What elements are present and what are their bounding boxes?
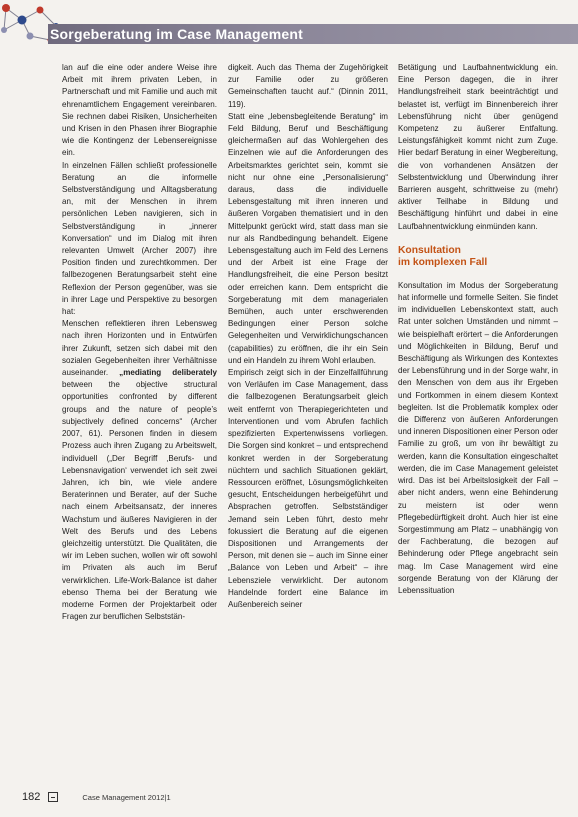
paragraph: In einzelnen Fällen schließt professionelle Beratung an die informelle Selbstverständigung und Alltagsberatung an, mit der Menschen in ihrem persönlichen Leben navigieren, sich in Selbstverständigung in „innerer Konversation“ und im Dialog mit ihren relevanten Umwelt (Archer 2007) ihre Position finden und zurechtkommen. Der fallbezogenen Beratungsarbeit steht eine Reflexion der Person gegenüber, was sie in ihrer Lage und Perspektive zu besorgen hat: (62, 160, 217, 317)
paragraph: digkeit. Auch das Thema der Zugehörigkeit zur Familie oder zu größeren Gemeinschaften taucht auf.“ (Dinnin 2011, 119). (228, 63, 388, 109)
page-title: Sorgeberatung im Case Management (50, 26, 304, 42)
paragraph (62, 318, 217, 623)
footer (22, 790, 171, 804)
text-column-1 (62, 62, 217, 780)
section-heading (398, 245, 558, 270)
paragraph-lead: Menschen reflektieren ihren Lebensweg nach ihren Horizonten und in Entwürfen ihrer Zukunft, setzen sich dabei mit den sozialen Gegebenheiten ihrer Verhältnisse auseinander. (62, 319, 217, 378)
section-heading-line-1: Konsultation (398, 244, 461, 256)
paragraph-rest: between the objective structural opportunities confronted by different groups and the nature of people’s subjectively defined concerns“ (Archer 2007, 61). Personen finden in diesem Prozess auch ihren Zugang zu Arbeitswelt, individuell („Der Begriff ‚Berufs- und Lebensnavigation‘ verwendet ich seit zwei Jahren, ich bin, wie viele andere Beraterinnen und Berater, auf der Suche nach einem Arbeitsansatz, der inneres Wachstum und äußeres Navigieren in der Welt des Berufs und des Lebens gleichzeitig unterstützt. Die Qualitäten, die wir im Leben suchen, wollen wir oft sowohl im Privaten als auch im Beruf verwirklichen. Life-Work-Balance ist daher ebenso Thema bei der Beratung wie moderne Formen der Projektarbeit oder Fragen zur beruflichen Selbststän- (62, 380, 217, 622)
paragraph: Betätigung und Laufbahnentwicklung ein. Eine Person dagegen, die in ihrer Handlungsfreiheit stark beeinträchtigt und belastet ist, verfügt im Binnenbereich ihrer Lebensführung nicht über genügend Kompetenz zu äußerer Entfaltung. Leistungsfähigkeit kommt nicht zum Zuge. Hier bedarf Beratung in einer Wegbereitung, die von vorhandenen Ansätzen der Selbstentwicklung und Überwindung ihrer Barrieren ausgeht, schrittweise zu (mehr) aktiver Teilhabe in Bildung und Beschäftigung hinführt und dabei in eine Laufbahnentwicklung einmünden kann. (398, 63, 558, 231)
paragraph: Empirisch zeigt sich in der Einzelfallführung von Verläufen im Case Management, dass die fallbezogenen Beratungsarbeit gleich weit entfernt von Therapiegerichteten und Interventionen und vom Abrufen fachlich spezifizierten Expertenwissens vorliegen. Die Sorgen sind konkret – und entsprechend konkret werden in der Sorgeberatung nüchtern und sachlich Situationen geklärt, Ressourcen eröffnet, Lösungsmöglichkeiten gesucht, Entscheidungen herbeigeführt und Absprachen getroffen. Selbstständiger Jemand sein Leben führt, desto mehr fokussiert die Beratung auf die eigenen Dispositionen und Arrangements der Person, mit denen sie – auch im Sinne einer „Balance von Leben und Arbeit“ – ihre Lebensziele verwirklicht. Der autonom Handelnde fordert eine Balance im Außenbereich seiner (228, 368, 388, 609)
section-heading-line-2: im komplexen Fall (398, 257, 488, 269)
bold-quote: „mediating deliberately (119, 368, 217, 378)
footer-source: Case Management 2012|1 (82, 792, 171, 802)
paragraph: lan auf die eine oder andere Weise ihre Arbeit mit ihrem privaten Leben, in Partnerschaft und mit Familie und auch mit ehrenamtlichem Engagement vereinbaren. Sie rechnen dabei Risiken, Unsicherheiten und Krisen in den Phasen ihrer Biographie wie die Kontingenz der Lebensereignisse ein. (62, 63, 217, 158)
magazine-logo-icon (48, 792, 58, 802)
paragraph: Konsultation im Modus der Sorgeberatung hat informelle und formelle Seiten. Sie findet im individuellen Lebenskontext statt, auch Rat unter solchen Umständen und nimmt – wie beispielhaft erörtert – die Anforderungen und Möglichkeiten in Bildung, Beruf und Beschäftigung als Wirkungen des Kontextes der Lebensführung und in der Sorge wahr, in den Menschen von dem aus ihr Ergeben und Fortkommen in einem diesem Kontext begleiten. Ist die Problematik komplex oder die Differenz von äußeren Anforderungen und inneren Dispositionen einer Person oder Familie zu groß, um von ihr bewältigt zu werden, kann die Konsultation eingeschaltet werden, die im Case Management geleistet wird. Das ist bei Arbeitslosigkeit der Fall – aber nicht anders, wenn eine Behinderung zu meistern ist oder wenn Pflegebedürftigkeit droht. Auch hier ist eine Sorgestimmung am Platz – unabhängig von der Fachberatung, die bezogen auf Behinderung oder Pflege angebracht sein mag. Im Case Management wird eine sorgende Beratung von der Klärung der Lebenssituation (398, 280, 558, 595)
page-number: 182 (22, 791, 41, 803)
text-column-2 (228, 62, 388, 780)
paragraph: Statt eine „lebensbegleitende Beratung“ im Feld Bildung, Beruf und Beschäftigung gleichermaßen auf das Wohlergehen des Einzelnen wie auf die Anforderungen des Arbeitsmarktes gerichtet sein, kommt sie nicht nur ohne eine „Personalisierung“ daraus, dass die individuelle Lebensgestaltung mit ihren inneren und äußeren Vorgaben thematisiert und in den Mittelpunkt gerückt wird, statt dass man sie nur als Randbedingung behandelt. Eigene Lebensgestaltung auch im Feld des Lernens und der Arbeit ist eine Frage der Handlungsfreiheit, die eine Person besitzt oder erreichen kann. Dem entspricht die Sorgeberatung mit dem managerialen Bemühen, auch unter erschwerenden Bedingungen einer Person solche Gelegenheiten und Verwirklichungschancen (capabilities) zu eröffnen, die ihr ein Sein und ein Handeln zu ihrem Wohl erlauben. (228, 111, 388, 365)
text-column-3 (398, 62, 558, 780)
